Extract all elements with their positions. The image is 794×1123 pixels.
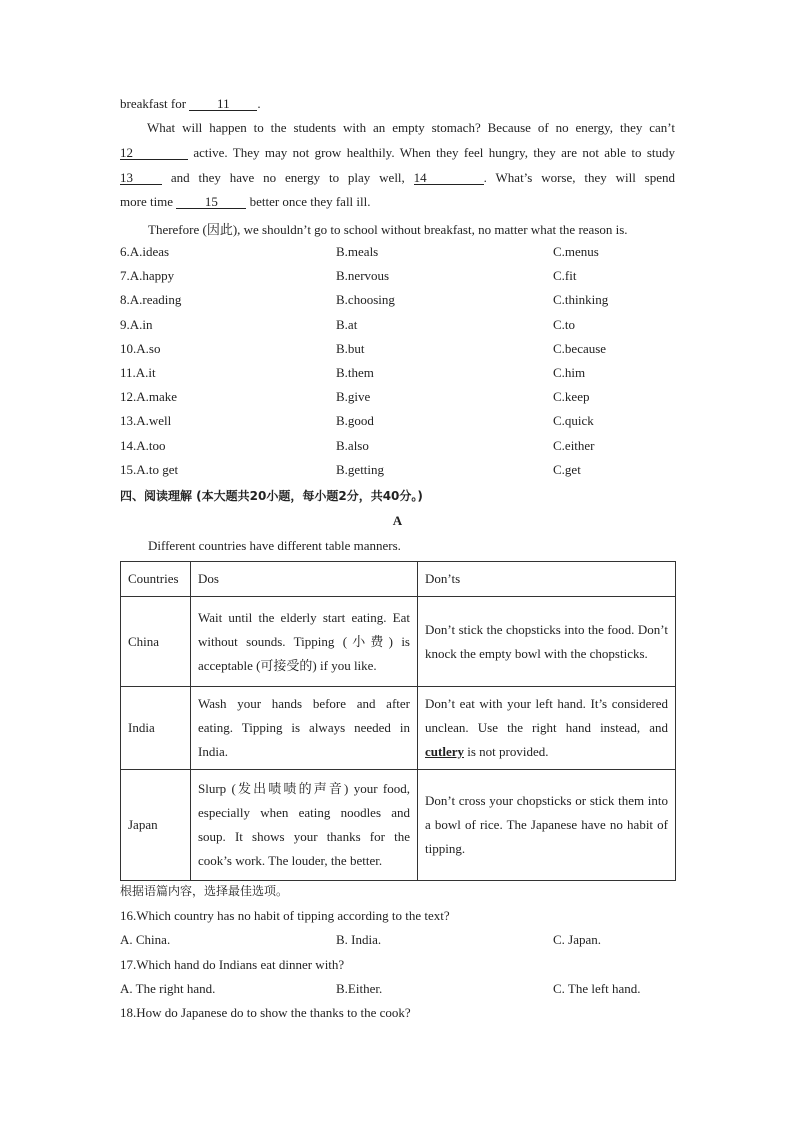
question-option: C. Japan. [553,932,602,947]
question-option: B. India. [336,932,382,947]
cloze-option-c: C.fit [553,268,577,284]
passage-line: more time 15 better once they fall ill. [120,194,371,209]
passage-intro: Different countries have different table manners. [148,538,401,553]
table-row [121,687,676,770]
section-heading: 四、阅读理解 (本大题共20小题，每小题2分，共40分。) [120,489,423,503]
blank-11: 11 [189,97,257,111]
table-header-row [121,562,676,597]
cloze-option-c: C.to [553,316,576,332]
cloze-option-b: B.also [336,437,369,453]
cloze-option-a: 8.A.reading [120,292,182,308]
dos-cell: Wait until the elderly start eating. Eat without sounds. Tipping (小费) is acceptable (可接受的) if you like. [191,597,418,687]
cloze-option-c: C.because [553,340,607,356]
country-cell: China [121,597,191,687]
question-option: A. China. [120,932,171,947]
cloze-option-a: 11.A.it [120,365,156,380]
blank-15: 15 [176,195,246,209]
cloze-option-b: B.but [336,340,365,356]
cloze-option-b: B.good [336,413,374,429]
cloze-option-a: 6.A.ideas [120,244,170,259]
table-row [121,597,676,687]
cloze-option-b: B.choosing [336,292,395,308]
cloze-option-a: 12.A.make [120,389,178,405]
cloze-option-b: B.them [336,365,374,380]
donts-cell: Don’t stick the chopsticks into the food. Don’t knock the empty bowl with the chopsticks. [418,597,676,687]
cloze-option-b: B.getting [336,461,385,477]
question-stem: 17.Which hand do Indians eat dinner with? [120,957,345,972]
dos-cell: Wash your hands before and after eating. Tipping is always needed in India. [191,687,418,770]
donts-cell: Don’t eat with your left hand. It’s considered unclean. Use the right hand instead, and cutlery is not provided. [418,687,676,770]
table-manners [120,561,676,881]
keyword-cutlery: cutlery [425,744,464,759]
passage-line: Therefore (因此), we shouldn’t go to school without breakfast, no matter what the reason is. [148,222,628,237]
cloze-option-b: B.give [336,389,371,405]
passage-line: 12 active. They may not grow healthily. When they feel hungry, they are not able to study [120,145,675,160]
passage-line: breakfast for 11 . [120,96,261,111]
question-option: A. The right hand. [120,981,216,996]
donts-cell: Don’t cross your chopsticks or stick them into a bowl of rice. The Japanese have no habit of tipping. [418,770,676,881]
cloze-option-c: C.get [553,461,581,477]
cloze-option-b: B.nervous [336,268,390,284]
passage-label: A [392,513,403,528]
question-stem: 16.Which country has no habit of tipping according to the text? [120,908,450,923]
blank-14: 14 [414,171,484,185]
cloze-option-c: C.menus [553,244,599,259]
column-header: Dos [191,562,418,597]
cloze-option-c: C.him [553,365,586,380]
question-option: B.Either. [336,981,383,996]
cloze-option-c: C.thinking [553,292,609,308]
cloze-option-a: 7.A.happy [120,268,175,284]
blank-13: 13 [120,171,162,185]
passage-line: What will happen to the students with an empty stomach? Because of no energy, they can’t [147,120,675,135]
cloze-option-a: 15.A.to get [120,461,179,477]
cloze-option-a: 9.A.in [120,316,153,332]
column-header: Don’ts [418,562,676,597]
cloze-option-a: 13.A.well [120,413,172,429]
cloze-option-b: B.at [336,316,358,332]
country-cell: India [121,687,191,770]
cloze-option-b: B.meals [336,244,379,259]
table-row [121,770,676,881]
country-cell: Japan [121,770,191,881]
cloze-option-c: C.either [553,437,595,453]
passage-line: 13 and they have no energy to play well, 14 . What’s worse, they will spend [120,170,675,185]
instruction: 根据语篇内容，选择最佳选项。 [120,884,289,898]
question-stem: 18.How do Japanese do to show the thanks to the cook? [120,1005,411,1020]
cloze-option-a: 10.A.so [120,340,161,356]
cloze-option-a: 14.A.too [120,437,166,453]
dos-cell: Slurp (发出啧啧的声音) your food, especially when eating noodles and soup. It shows your thanks for the cook’s work. The louder, the better. [191,770,418,881]
blank-12: 12 [120,146,188,160]
question-option: C. The left hand. [553,981,641,996]
column-header: Countries [121,562,191,597]
cloze-option-c: C.quick [553,413,594,429]
cloze-option-c: C.keep [553,389,590,405]
